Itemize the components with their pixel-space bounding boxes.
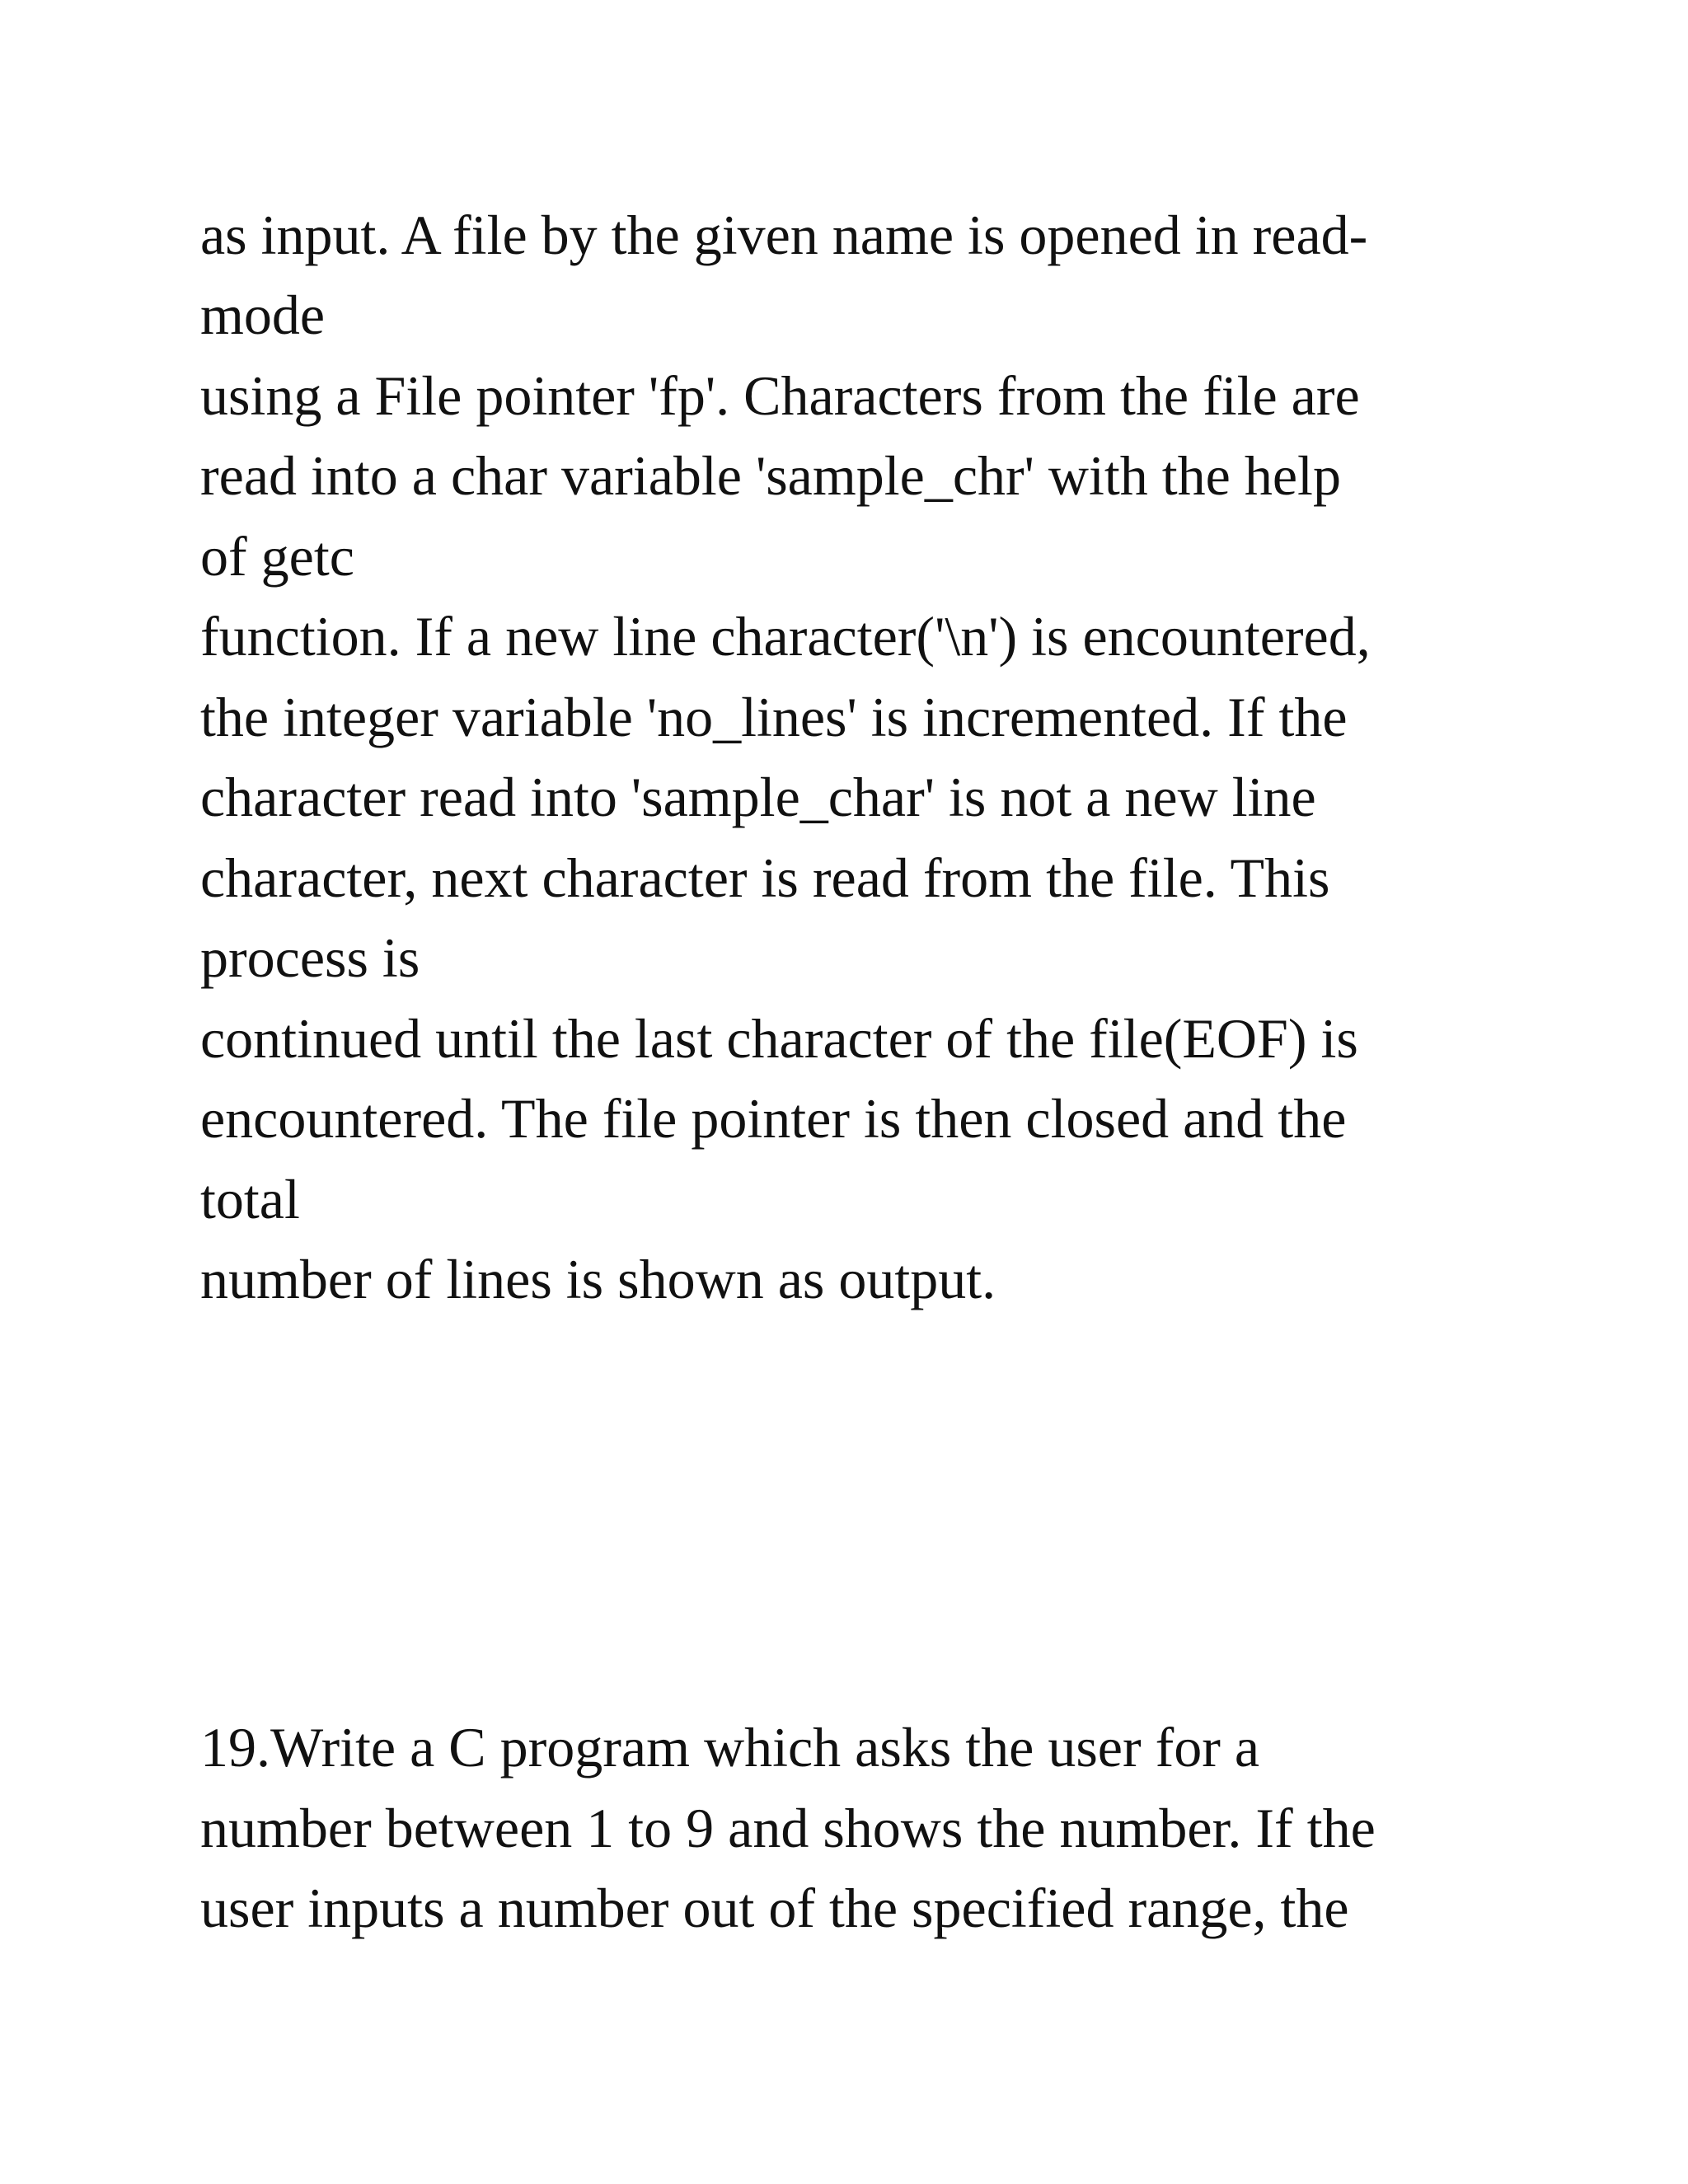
text-line: using a File pointer 'fp'. Characters from the file are — [200, 364, 1360, 427]
text-line: 19.Write a C program which asks the user for a — [200, 1716, 1260, 1779]
text-line: process is — [200, 926, 420, 989]
text-line: continued until the last character of the file(EOF) is — [200, 1007, 1358, 1070]
text-line: function. If a new line character('\n') is encountered, — [200, 605, 1371, 668]
text-line: the integer variable 'no_lines' is incremented. If the — [200, 686, 1348, 748]
text-line: of getc — [200, 525, 354, 588]
text-line: number of lines is shown as output. — [200, 1248, 996, 1310]
text-line: number between 1 to 9 and shows the number. If the — [200, 1797, 1376, 1859]
text-line: mode — [200, 284, 326, 346]
text-line: total — [200, 1168, 300, 1230]
text-line: character read into 'sample_char' is not a new line — [200, 766, 1316, 828]
text-line: character, next character is read from the file. This — [200, 846, 1330, 909]
text-line: user inputs a number out of the specified range, the — [200, 1877, 1349, 1939]
text-line: encountered. The file pointer is then closed and the — [200, 1087, 1347, 1150]
text-line: read into a char variable 'sample_chr' with the help — [200, 444, 1341, 507]
text-line: as input. A file by the given name is opened in read- — [200, 204, 1368, 266]
